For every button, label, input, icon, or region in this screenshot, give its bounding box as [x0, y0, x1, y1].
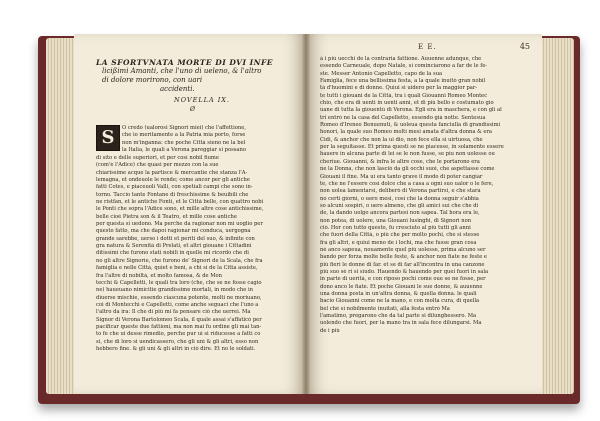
novella-number: NOVELLA IX.	[174, 96, 230, 104]
text-line: diuerse mischie, essendo ciascuna potente, molti ne moriuano,	[96, 294, 262, 301]
right-body-text	[320, 56, 530, 335]
text-line: Signor di Verona Bartolomeo Scala, il quale assai s'affaticò per	[96, 316, 262, 323]
text-line: tecchi & Capelletti, le quali tra loro (che, che se ne fosse cagio	[96, 279, 262, 286]
text-line: no gli altre Signorie, che furono de' Signori de la Scala, che fra	[96, 257, 263, 264]
text-line: più fieri le donne di far. et se di far all'incontra in una canzone	[320, 261, 485, 268]
text-line: per la seguitasse. Et prima questi se ne piacesse, in solamente essere	[320, 144, 504, 151]
text-line: essendo Carneuale, dopo Natale, si cominciarono a far de le fe-	[320, 63, 488, 70]
text-line: hebbero fine. & gli uni & gli altri in ciò dire. Et no le soldati.	[96, 345, 256, 352]
text-line: fatti Cotes, e piaceuoli Valli, con spetiali campi che sono in-	[96, 184, 253, 191]
text-line: fra l'altre di nobiltà, et molto famosa, & de Mon	[96, 272, 223, 279]
text-line: non potea, di uolere, una Giouani lusinghi, di Signori non	[320, 217, 472, 224]
text-line: famiglia e nelle Città, quiet e beni, a chi si de la Citta assiste,	[96, 265, 258, 272]
text-line: Giouani il fine. Ma ui era tanto grave il modo di poter cangiar	[320, 173, 483, 180]
text-line: ste. Messer Antonio Capelletto, capo de la sua	[320, 70, 443, 77]
title-line-2: licißimi Amanti, che l'uno di ueleno, & l'altro	[102, 67, 262, 75]
text-line: si, che di loro si uendicassero, che gli uni & gli altri, esso non	[96, 338, 259, 345]
text-line: per questa si uedono. Ma perche da ragionar non mi uoglio per	[96, 221, 263, 228]
text-line: to fe che ui desse rimedio, perche pur ui si riducesse a fatti co	[96, 331, 261, 338]
text-line: bel chè si nobilmente inuitati, alla festa entrò Ma	[320, 305, 450, 312]
text-line: hauere in alcuna parte di lei se le non fusse, se piu non uolesse ou	[320, 151, 495, 158]
text-line: bando per forza molte belle feste, & anchor non fiate ne feste e	[320, 254, 487, 261]
open-book	[38, 30, 580, 408]
page-number: 45	[519, 42, 530, 51]
page-header	[320, 42, 530, 54]
text-line: le Ponti che sopra l'Adice sono, et mille altre cose antichissime,	[96, 206, 264, 213]
text-line: più suo sè ri si siudo. Hauendo & hauendo per quei fuori in sala	[320, 268, 489, 275]
text-line: belle cioè Pietra son & il Teatro, et mille cose antiche	[96, 213, 237, 220]
novella-title	[96, 58, 296, 114]
text-line: una donna posta in un'altra donna, & quella donna. le quali	[320, 291, 477, 297]
running-head: E E.	[418, 43, 437, 51]
text-line: à i più uecchi de la contraria fattione. Auuenne adunque, che	[320, 56, 482, 62]
page-edges-right	[538, 38, 574, 394]
text-line: uolendo che fuori, per la mano tra in sala fece dilungarsi. Ma	[320, 320, 482, 327]
title-ornament: Ø	[190, 106, 195, 113]
text-line: ne la Donna, che non lasciò da gli occhi suoi, che aspettasse come	[320, 166, 495, 173]
text-line: ne ristfan, et le antiche Fonti, et le Città belle, con quattro nobi	[96, 199, 264, 206]
text-line: de, la dando uolgo ancora partesi non sapea. Tal hora era le,	[320, 210, 480, 217]
text-line: che fuori della Città, o più che per molto pochi, che si stesse	[320, 232, 480, 239]
text-line: chio, che era di uenti in uenti anni, et di più bello e costumato gio	[320, 100, 494, 107]
text-line: in parte di uerità, e con riposo pochi come oue se ne fosse, per	[320, 276, 486, 283]
text-line: te, che ne l'essere così dolce che a casa a ogni suo ualor o le fere,	[320, 180, 494, 187]
text-line: ditissimi che furono stati nobili in quelle mi ricordo che di	[96, 250, 249, 257]
text-line: de i più	[320, 327, 340, 334]
text-line: Cidi, & anchor che non la ui dio, non fece ella si uirtuosa, che	[320, 136, 483, 143]
text-line: ciò. Hor con tutto questo, fu cresciuto al più tutti gli anni	[320, 224, 471, 231]
text-line: uane di tutta la giouentù di Verona. Egli era in maschera, e con gli al	[320, 107, 502, 114]
text-line: honori, la quale suo Romeo molti mesi amata d'altra donna & era	[320, 129, 493, 136]
text-line: pacificar queste due fattioni, ma non mai fu ordine gli mai tan-	[96, 323, 262, 330]
left-page	[74, 34, 306, 394]
text-line: che io meritamente a la Patria mia porto, forse	[122, 132, 246, 139]
text-line: torno. Taccio tante Fontane di freschissime & beuibili che	[96, 191, 249, 198]
title-line-4: accidenti.	[160, 85, 195, 93]
text-line: fra gli altri, e quiui meno de i lochi, ma che fusse gran cosa	[320, 239, 477, 246]
text-line: Romeo d'Ireneo Benuenuti, & uoleua questa fanciulla di grandissimi	[320, 122, 501, 129]
left-body-text	[96, 155, 296, 353]
text-line: di sito e delle superiori, et per così nobil fiume	[96, 155, 219, 161]
text-line: questo fatto, ma che dapoi ragionar mi conduca, uergogna	[96, 228, 251, 235]
text-line: dono anco le fiate. Et poche Giouani le sue donne, & auuenne	[320, 283, 483, 290]
text-line: (com'è l'Adice) che quasi per mezzo con la sue	[96, 162, 219, 169]
text-line: ne) haueuano nimicitie grandissime mortali, in modo che in	[96, 287, 253, 294]
text-line: no certi giorni, o uero mesi, così che la donna seguir s'abbia	[320, 195, 479, 202]
text-line: so alcuni sospiri, o uero almeno, che gli amici sui che che di	[320, 202, 479, 209]
text-line: grande sarebbe, uerso i dotti et periti del suo, & infinite con	[96, 235, 255, 242]
decorated-initial: S	[96, 125, 120, 151]
text-line: l'amatimo, pregarono che da tal parte si dilunghessero. Ma	[320, 313, 477, 320]
text-line: Famiglia, fece una bellissima festa, a la quale inuitò gran nobil	[320, 78, 486, 85]
text-line: non uolea lamentarsi, deliberò di Verona partirsi, e che stara	[320, 188, 481, 195]
text-line: lemagna, et ondeuole le rende; come ancor per gli antiche	[96, 177, 250, 184]
text-line: tà d'huomini e di donne. Quiui si uidero per la maggior par-	[320, 85, 478, 92]
text-line: coi di Montecchi e Capelletti, come anche seguaci che l'uno a	[96, 301, 259, 308]
book-gutter	[302, 34, 310, 394]
title-line-3: di dolore morirono, con uari	[102, 76, 203, 84]
text-line: cheriue. Giouanni, & infra le altre cose, che le portarono era	[320, 158, 480, 165]
text-line: bacio Giouanni come ne la mano, e con molta cura, di quella	[320, 298, 480, 305]
text-beside-initial	[122, 125, 294, 154]
text-line: chiarissime acque la partisce & mercantie che stanza l'A-	[96, 169, 248, 176]
text-line: tri entrò ne la casa del Capelletto, essendo già notte. Sentesua	[320, 114, 486, 121]
text-line: O credo (ualorosi Signori miei) che l'affettione,	[122, 125, 246, 131]
text-line: l'altro da ira: Il che di più mi fa pensare ciò che uerrei. Ma	[96, 309, 251, 316]
right-page	[306, 34, 542, 394]
text-line: non m'inganna: che poche Città sieno ne la bel	[122, 139, 246, 146]
text-line: né anco sapeua, nouamente quel più uolesse, prima alcuno ser	[320, 246, 486, 253]
title-line-1: LA SFORTVNATA MORTE DI DVI INFE	[96, 58, 274, 67]
text-line: te tutti i giouani de la Città, tra i quali Giouanni Romeo Montec	[320, 92, 488, 99]
text-line: la Italia, le quali a Verona pareggiar si possano	[122, 147, 246, 154]
text-line: gra natura & Serenità di Prelati, et altri giouane i Cittadini	[96, 243, 252, 250]
